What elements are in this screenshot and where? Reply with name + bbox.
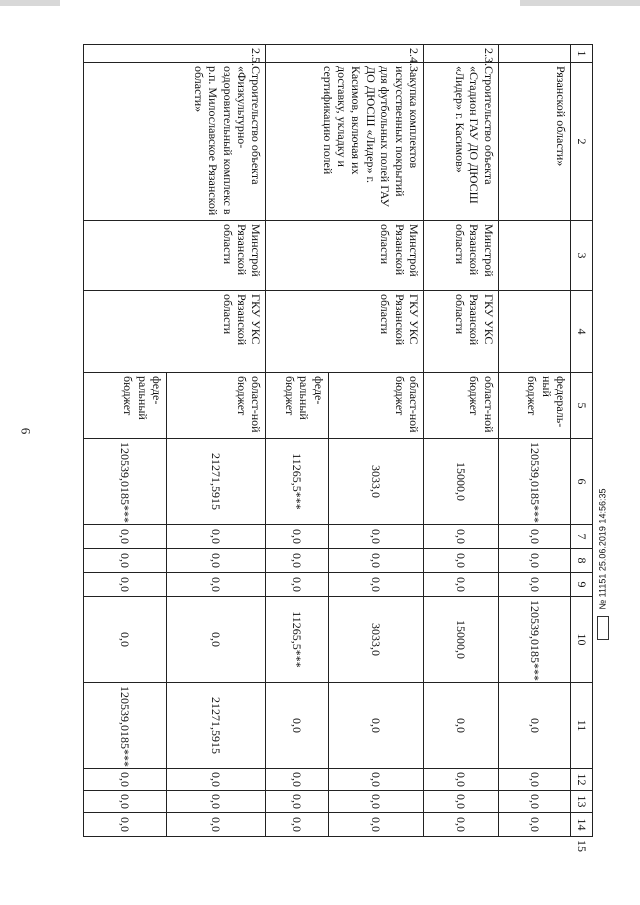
- cell-index: 2.4.: [266, 45, 424, 63]
- cell-value: 0,0: [166, 813, 266, 837]
- cell-responsible: Минстрой Рязанской области: [266, 221, 424, 291]
- cell-executor: ГКУ УКС Рязанской области: [84, 291, 267, 373]
- cell-responsible: Минстрой Рязанской области: [424, 221, 499, 291]
- cell-name: Строительство объекта «Стадион ГАУ ДО ДЮСШ «Лидер» г. Касимов»: [424, 63, 499, 221]
- header-cell: 6: [571, 439, 593, 525]
- cell-value: 21271,5915: [166, 439, 266, 525]
- cell-index: 2.3.: [424, 45, 499, 63]
- cell-value: 0,0: [424, 525, 499, 549]
- header-cell: 10: [571, 597, 593, 683]
- cell-value: 0,0: [266, 769, 328, 791]
- header-cell: 2: [571, 63, 593, 221]
- table-row: [498, 45, 571, 837]
- cell-source: феде-ральный бюджет: [266, 373, 328, 439]
- cell-value: 3033,0: [328, 597, 423, 683]
- doc-timestamp: 25.06.2019 14:56:35: [597, 488, 608, 572]
- cell-executor: [498, 291, 571, 373]
- header-cell: 11: [571, 683, 593, 769]
- cell-value: 11265,5***: [266, 439, 328, 525]
- table-row: [328, 45, 423, 837]
- cell-value: 0,0: [84, 525, 167, 549]
- cell-value: 0,0: [266, 573, 328, 597]
- header-cell: 14: [571, 813, 593, 837]
- cell-value: 0,0: [266, 525, 328, 549]
- cell-executor: ГКУ УКС Рязанской области: [424, 291, 499, 373]
- cell-value: 15000,0: [424, 439, 499, 525]
- cell-value: 0,0: [424, 791, 499, 813]
- document-footer: [597, 489, 609, 640]
- cell-value: 21271,5915: [166, 683, 266, 769]
- cell-value: 0,0: [424, 769, 499, 791]
- cell-value: 0,0: [84, 573, 167, 597]
- cell-value: 0,0: [266, 683, 328, 769]
- doc-number: № 11151: [597, 573, 608, 610]
- header-cell: 12: [571, 769, 593, 791]
- cell-value: 0,0: [424, 573, 499, 597]
- cell-value: 0,0: [328, 549, 423, 573]
- cell-index: [498, 45, 571, 63]
- table-row: [424, 45, 499, 837]
- header-cell: 4: [571, 291, 593, 373]
- cell-value: 0,0: [166, 597, 266, 683]
- cell-name: Строительство объекта «Физкультурно-оздоровительный комплекс в р.п. Милославское Рязанской области»: [84, 63, 267, 221]
- cell-value: 0,0: [498, 791, 571, 813]
- cell-value: 3033,0: [328, 439, 423, 525]
- header-cell: 3: [571, 221, 593, 291]
- cell-value: 0,0: [266, 791, 328, 813]
- cell-value: 0,0: [328, 573, 423, 597]
- cell-index: 2.5.: [84, 45, 267, 63]
- cell-name: Рязанской области»: [498, 63, 571, 221]
- budget-table: [83, 44, 593, 852]
- cell-value: 0,0: [166, 549, 266, 573]
- cell-value: 120539,0185***: [498, 597, 571, 683]
- cell-value: 0,0: [166, 573, 266, 597]
- cell-value: 0,0: [328, 525, 423, 549]
- header-cell: 5: [571, 373, 593, 439]
- cell-value: 0,0: [424, 813, 499, 837]
- cell-value: 120539,0185***: [498, 439, 571, 525]
- scan-edge: [0, 0, 60, 6]
- cell-source: област-ной бюджет: [328, 373, 423, 439]
- cell-value: 0,0: [498, 525, 571, 549]
- header-cell: 7: [571, 525, 593, 549]
- cell-value: 0,0: [498, 683, 571, 769]
- cell-value: 0,0: [498, 549, 571, 573]
- cell-value: 0,0: [166, 525, 266, 549]
- cell-executor: ГКУ УКС Рязанской области: [266, 291, 424, 373]
- cell-value: 0,0: [166, 769, 266, 791]
- cell-value: 0,0: [424, 683, 499, 769]
- cell-source: федераль-ный бюджет: [498, 373, 571, 439]
- cell-value: 0,0: [328, 683, 423, 769]
- cell-value: 0,0: [498, 813, 571, 837]
- cell-name: Закупка комплектов искусственных покрытий для футбольных полей ГАУ ДО ДЮСШ «Лидер» г. Касимов, включая их доставку, укладку и сертификацию полей: [266, 63, 424, 221]
- cell-value: 0,0: [498, 573, 571, 597]
- cell-source: феде-ральный бюджет: [84, 373, 167, 439]
- cell-value: 15000,0: [424, 597, 499, 683]
- cell-value: 0,0: [328, 769, 423, 791]
- cell-value: 0,0: [328, 813, 423, 837]
- cell-value: 0,0: [266, 549, 328, 573]
- header-cell: 13: [571, 791, 593, 813]
- cell-value: 0,0: [498, 769, 571, 791]
- cell-source: област-ной бюджет: [424, 373, 499, 439]
- header-cell: 8: [571, 549, 593, 573]
- cell-value: 0,0: [328, 791, 423, 813]
- header-cell: 9: [571, 573, 593, 597]
- cell-value: 0,0: [84, 597, 167, 683]
- cell-responsible: [498, 221, 571, 291]
- rotated-table-wrapper: [83, 44, 593, 852]
- scan-edge: [520, 0, 640, 6]
- cell-value: 0,0: [166, 791, 266, 813]
- cell-responsible: Минстрой Рязанской области: [84, 221, 267, 291]
- cell-value: 0,0: [84, 791, 167, 813]
- cell-value: 11265,5***: [266, 597, 328, 683]
- cell-value: 0,0: [424, 549, 499, 573]
- cell-value: 0,0: [84, 769, 167, 791]
- cell-value: 0,0: [266, 813, 328, 837]
- cell-value: 0,0: [84, 813, 167, 837]
- header-cell: 1: [571, 45, 593, 63]
- table-row: [166, 45, 266, 837]
- cell-value: 120539,0185***: [84, 683, 167, 769]
- page-number: 6: [18, 427, 34, 435]
- cell-value: 0,0: [84, 549, 167, 573]
- header-row: 1 2 3 4 5 6 7 8 9 10 11 12 13 14 15: [571, 45, 593, 837]
- registration-stamp-icon: [597, 616, 609, 640]
- cell-value: 120539,0185***: [84, 439, 167, 525]
- cell-source: област-ной бюджет: [166, 373, 266, 439]
